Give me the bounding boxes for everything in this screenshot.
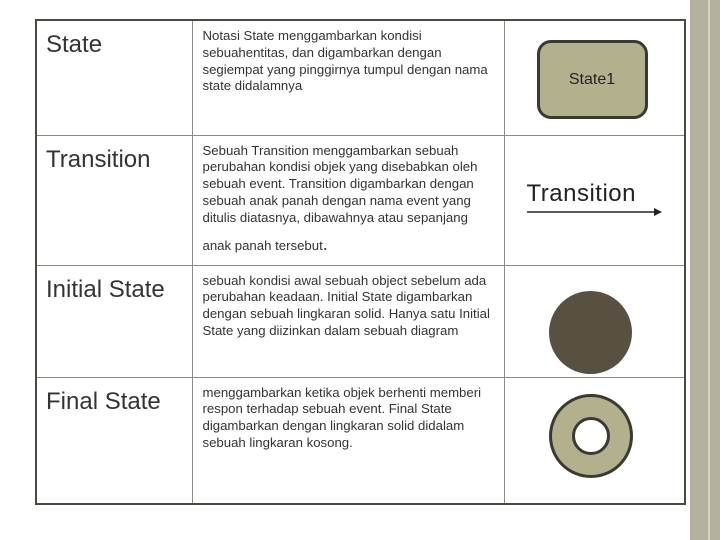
final-state-ring-circle-icon [549,394,633,478]
notation-name-transition: Transition [36,135,192,265]
notation-description-transition-tail-mark: . [322,234,328,255]
decorative-side-band [690,0,720,540]
state-symbol-rounded-rectangle [537,40,648,119]
notation-symbol-state [504,20,685,135]
transition-symbol-label: Transition [526,179,636,207]
notation-symbol-initial-state [504,265,685,377]
notation-name-initial-state: Initial State [36,265,192,377]
table-row-final-state [36,377,685,504]
notation-description-transition: Sebuah Transition menggambarkan sebuah perubahan kondisi objek yang disebabkan oleh sebuah event. Transition digambarkan dengan sebuah anak panah dengan nama event yang ditulis diatasnya, dibawahnya atau sepanjang [202,142,478,225]
transition-symbol [527,180,662,220]
state-notation-table [35,19,686,505]
notation-description-final-state: menggambarkan ketika objek berhenti memberi respon terhadap sebuah event. Final State digambarkan dengan lingkaran solid didalam sebuah lingkaran kosong. [192,377,504,504]
table-row-initial-state [36,265,685,377]
notation-description-transition-tail-line [203,236,498,255]
notation-symbol-final-state [504,377,685,504]
state-symbol-label: State1 [568,70,616,88]
notation-description-state: Notasi State menggambarkan kondisi sebuahentitas, dan digambarkan dengan segiempat yang pinggirnya tumpul dengan nama state didalamnya [192,20,504,135]
transition-arrow-icon [527,208,662,218]
notation-name-state: State [36,20,192,135]
notation-name-final-state: Final State [36,377,192,504]
table-row-state [36,20,685,135]
initial-state-solid-circle-icon [549,291,632,374]
final-state-inner-hole [572,417,610,455]
notation-description-initial-state: sebuah kondisi awal sebuah object sebelum ada perubahan keadaan. Initial State digambarkan dengan sebuah lingkaran solid. Hanya satu Initial State yang diizinkan dalam sebuah diagram [192,265,504,377]
notation-description-transition-tail: anak panah tersebut [202,238,323,254]
decorative-side-line [708,0,710,540]
notation-symbol-transition [504,135,685,265]
table-row-transition [36,135,685,265]
notation-description-transition-cell [192,135,504,265]
